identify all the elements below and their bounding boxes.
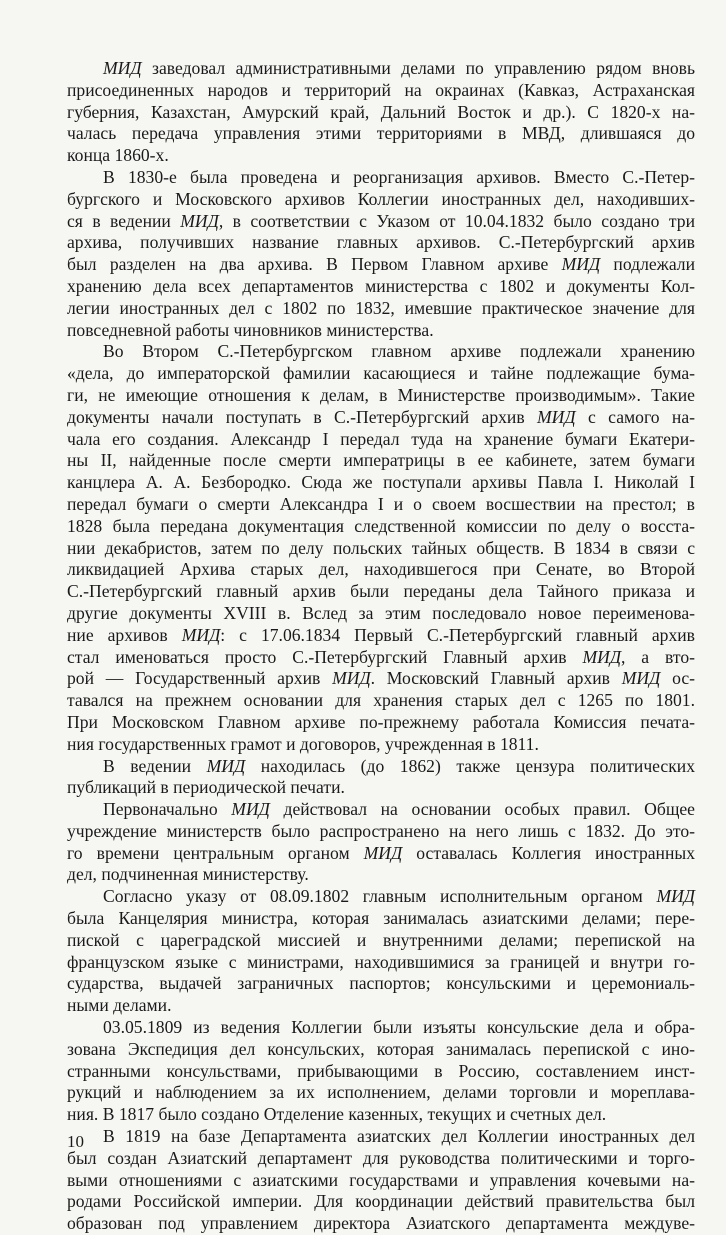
text-line: ными делами. [67, 995, 172, 1016]
text-line: образован под управлением директора Азиатского департамента междуве- [67, 1213, 695, 1234]
text-line: рукций и наблюдением за их исполнением, делами торговли и мореплава- [67, 1082, 695, 1103]
page-number: 10 [67, 1132, 84, 1151]
text-line: рой — Государственный архив МИД. Московский Главный архив МИД ос- [67, 668, 695, 689]
text-line: был разделен на два архива. В Первом Главном архиве МИД подлежали [67, 254, 695, 275]
text-line: пиской с цареградской миссией и внутренними делами; перепиской на [67, 929, 695, 950]
text-line: При Московском Главном архиве по-прежнему работала Комиссия печата- [67, 711, 695, 732]
text-line: легии иностранных дел с 1802 по 1832, имевшие практическое значение для [67, 297, 695, 318]
text-line: передал бумаги о смерти Александра I и о своем восшествии на престол; в [67, 493, 695, 514]
text-line: ся в ведении МИД, в соответствии с Указом от 10.04.1832 было создано три [67, 210, 695, 231]
text-line: документы начали поступать в С.-Петербургский архив МИД с самого на- [67, 406, 695, 427]
text-line: 1828 была передана документация следственной комиссии по делу о восста- [67, 515, 695, 536]
text-line: бургского и Московского архивов Коллегии иностранных дел, находивших- [67, 188, 695, 209]
text-line: В ведении МИД находилась (до 1862) также цензура политических [103, 755, 695, 776]
text-line: тавался на прежнем основании для хранения старых дел с 1265 по 1801. [67, 690, 695, 711]
text-line: зована Экспедиция дел консульских, которая занималась перепиской с ино- [67, 1038, 695, 1059]
text-line: конца 1860-х. [67, 145, 169, 166]
text-line: ние архивов МИД: с 17.06.1834 Первый С.-Петербургский главный архив [67, 624, 695, 645]
text-line: дел, подчиненная министерству. [67, 864, 309, 885]
text-line: нии декабристов, затем по делу польских тайных обществ. В 1834 в связи с [67, 537, 695, 558]
text-line: Первоначально МИД действовал на основании особых правил. Общее [103, 799, 695, 820]
text-line: МИД заведовал административными делами по управлению рядом вновь [103, 58, 695, 78]
text-line: французском языке с министрами, находившимися за границей и внутри го- [67, 951, 695, 972]
text-line: 03.05.1809 из ведения Коллегии были изъяты консульские дела и обра- [103, 1017, 695, 1038]
text-line: Во Втором С.-Петербургском главном архиве подлежали хранению [103, 341, 695, 362]
text-line: ния государственных грамот и договоров, учрежденная в 1811. [67, 733, 539, 754]
text-line: В 1830-е была проведена и реорганизация архивов. Вместо С.-Петер- [103, 166, 695, 187]
text-line: го времени центральным органом МИД оставалась Коллегия иностранных [67, 842, 695, 863]
text-line: ликвидацией Архива старых дел, находившегося при Сенате, во Второй [67, 559, 695, 580]
text-line: хранению дела всех департаментов министерства с 1802 и документы Кол- [67, 275, 695, 296]
text-line: ны II, найденные после смерти императрицы в ее кабинете, затем бумаги [67, 450, 695, 471]
text-line: присоединенных народов и территорий на окраинах (Кавказ, Астраханская [67, 79, 695, 100]
text-line: выми отношениями с азиатскими государствами и управления кочевыми на- [67, 1169, 695, 1190]
text-line: канцлера А. А. Безбородко. Сюда же поступали архивы Павла I. Николай I [67, 472, 695, 493]
text-line: странными консульствами, прибывающими в Россию, составлением инст- [67, 1060, 695, 1081]
text-line: сударства, выдачей заграничных паспортов; консульскими и церемониаль- [67, 973, 695, 994]
text-line: ния. В 1817 было создано Отделение казенных, текущих и счетных дел. [67, 1104, 607, 1125]
text-line: другие документы XVIII в. Вслед за этим последовало новое переименова- [67, 602, 695, 623]
text-line: «дела, до императорской фамилии касающиеся и тайне подлежащие бума- [67, 363, 695, 384]
text-line: чалась передача управления этими территориями в МВД, длившаяся до [67, 123, 695, 144]
text-line: родами Российской империи. Для координации действий правительства был [67, 1191, 695, 1212]
text-line: стал именоваться просто С.-Петербургский Главный архив МИД, а вто- [67, 646, 695, 667]
body-text [67, 58, 695, 1235]
text-line: С.-Петербургский главный архив были переданы дела Тайного приказа и [67, 581, 695, 602]
text-line: губерния, Казахстан, Амурский край, Дальний Восток и др.). С 1820-х на- [67, 101, 695, 122]
text-line: В 1819 на базе Департамента азиатских дел Коллегии иностранных дел [103, 1126, 695, 1147]
text-line: Согласно указу от 08.09.1802 главным исполнительным органом МИД [103, 886, 695, 907]
text-line: повседневной работы чиновников министерства. [67, 319, 434, 340]
text-line: чала его создания. Александр I передал туда на хранение бумаги Екатери- [67, 428, 695, 449]
text-line: публикаций в периодической печати. [67, 777, 345, 798]
text-line: учреждение министерств было распространено на него лишь с 1832. До это- [67, 820, 695, 841]
text-line: архива, получивших название главных архивов. С.-Петербургский архив [67, 232, 695, 253]
text-line: ги, не имеющие отношения к делам, в Министерстве производимым». Такие [67, 384, 695, 405]
text-line: была Канцелярия министра, которая занималась азиатскими делами; пере- [67, 908, 695, 929]
text-line: был создан Азиатский департамент для руководства политическими и торго- [67, 1147, 695, 1168]
